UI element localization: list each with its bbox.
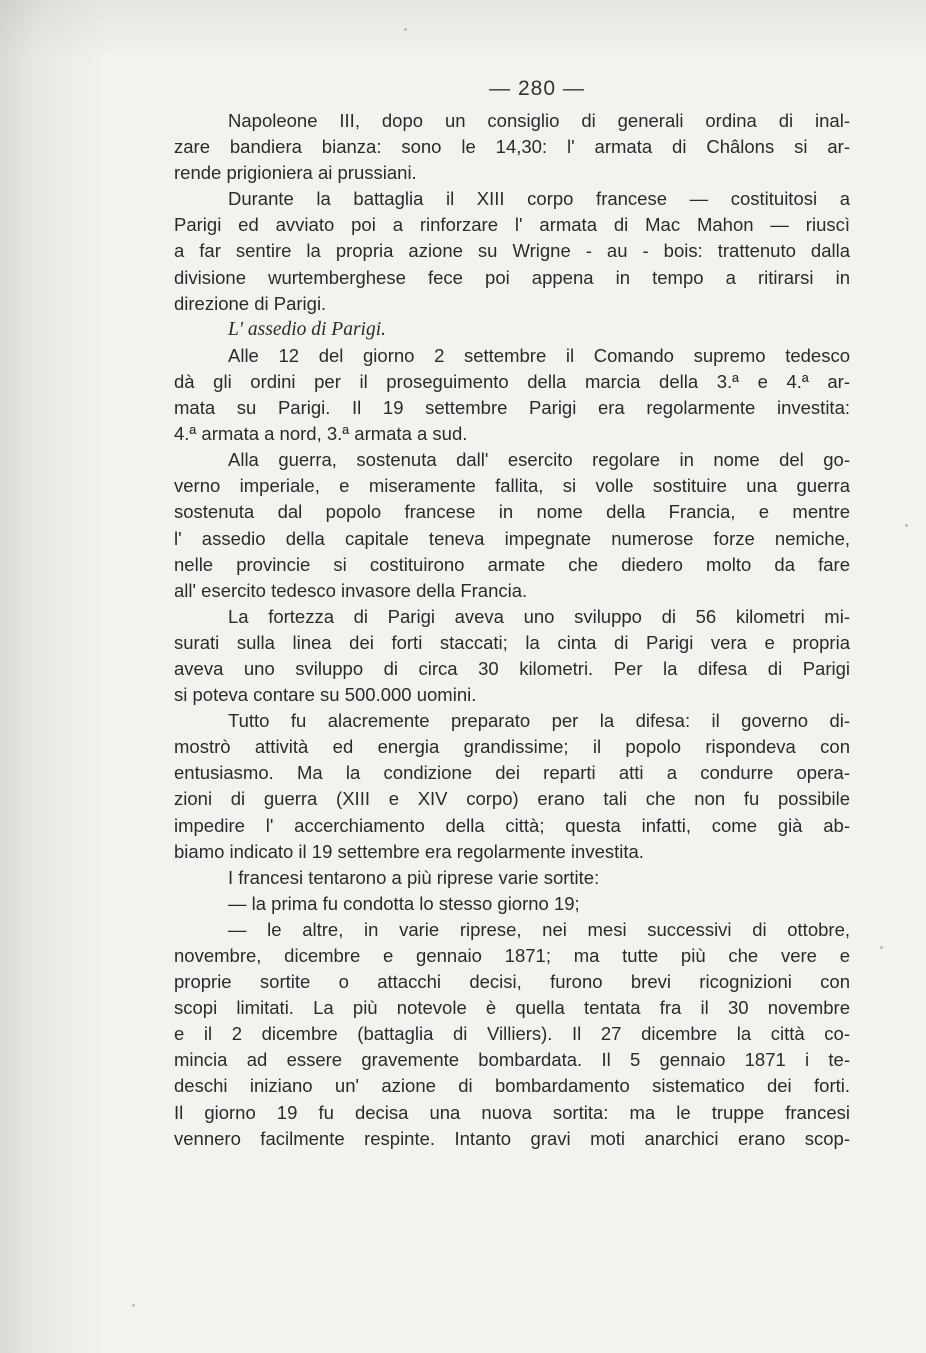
- text-line: e il 2 dicembre (battaglia di Villiers). Il 27 dicembre la città co-: [174, 1023, 850, 1045]
- text-line: verno imperiale, e miseramente fallita, si volle sostituire una guerra: [174, 475, 850, 497]
- text-line: surati sulla linea dei forti staccati; la cinta di Parigi vera e propria: [174, 631, 850, 653]
- text-line: deschi iniziano un' azione di bombardamento sistematico dei forti.: [174, 1075, 850, 1097]
- text-line: vennero facilmente respinte. Intanto gravi moti anarchici erano scop-: [174, 1127, 850, 1149]
- text-line: l' assedio della capitale teneva impegnate numerose forze nemiche,: [174, 527, 850, 549]
- text-line: Il giorno 19 fu decisa una nuova sortita: ma le truppe francesi: [174, 1101, 850, 1123]
- text-line: Alle 12 del giorno 2 settembre il Comando supremo tedesco: [228, 344, 850, 366]
- text-line: si poteva contare su 500.000 uomini.: [174, 684, 477, 706]
- text-line: Parigi ed avviato poi a rinforzare l' armata di Mac Mahon — riuscì: [174, 214, 850, 236]
- text-line: direzione di Parigi.: [174, 292, 327, 314]
- scan-speck: [905, 524, 908, 527]
- text-line: 4.ª armata a nord, 3.ª armata a sud.: [174, 423, 468, 445]
- scan-speck: [880, 946, 883, 949]
- text-line: La fortezza di Parigi aveva uno sviluppo di 56 kilometri mi-: [228, 605, 850, 627]
- text-line: Tutto fu alacremente preparato per la difesa: il governo di-: [228, 710, 850, 732]
- text-line: novembre, dicembre e gennaio 1871; ma tutte più che vere e: [174, 945, 850, 966]
- text-line: Alla guerra, sostenuta dall' esercito regolare in nome del go-: [228, 449, 850, 471]
- text-line: proprie sortite o attacchi decisi, furono brevi ricognizioni con: [174, 971, 850, 993]
- text-line: aveva uno sviluppo di circa 30 kilometri. Per la difesa di Parigi: [174, 657, 850, 679]
- text-line: Durante la battaglia il XIII corpo francese — costituitosi a: [228, 188, 850, 210]
- text-line: mincia ad essere gravemente bombardata. Il 5 gennaio 1871 i te-: [174, 1049, 850, 1071]
- list-item: — le altre, in varie riprese, nei mesi successivi di ottobre,: [228, 918, 850, 940]
- text-line: rende prigioniera ai prussiani.: [174, 162, 417, 184]
- text-line: a far sentire la propria azione su Wrigne - au - bois: trattenuto dalla: [174, 240, 850, 262]
- text-line: impedire l' accerchiamento della città; questa infatti, come già ab-: [174, 814, 850, 836]
- section-heading: L' assedio di Parigi.: [228, 318, 387, 340]
- page-text: [174, 74, 850, 1152]
- text-line: divisione wurtemberghese fece poi appena in tempo a ritirarsi in: [174, 266, 850, 288]
- text-line: dà gli ordini per il proseguimento della marcia della 3.ª e 4.ª ar-: [174, 370, 850, 392]
- text-line: all' esercito tedesco invasore della Francia.: [174, 579, 528, 601]
- page-number: — 280 —: [489, 77, 585, 100]
- text-line: sostenuta dal popolo francese in nome della Francia, e mentre: [174, 501, 850, 523]
- text-line: Napoleone III, dopo un consiglio di generali ordina di inal-: [228, 110, 850, 131]
- text-line: mata su Parigi. Il 19 settembre Parigi era regolarmente investita:: [174, 397, 850, 419]
- list-item: — la prima fu condotta lo stesso giorno 19;: [228, 892, 580, 914]
- text-line: zioni di guerra (XIII e XIV corpo) erano tali che non fu possibile: [174, 788, 850, 810]
- text-line: zare bandiera bianza: sono le 14,30: l' armata di Châlons si ar-: [174, 136, 850, 158]
- text-line: scopi limitati. La più notevole è quella tentata fra il 30 novembre: [174, 997, 850, 1019]
- scan-speck: [404, 28, 407, 31]
- scan-speck: [132, 1304, 135, 1307]
- text-line: I francesi tentarono a più riprese varie sortite:: [228, 866, 600, 888]
- text-line: biamo indicato il 19 settembre era regolarmente investita.: [174, 840, 644, 862]
- text-line: nelle provincie si costituirono armate che diedero molto da fare: [174, 553, 850, 575]
- text-line: mostrò attività ed energia grandissime; il popolo rispondeva con: [174, 736, 850, 758]
- text-line: entusiasmo. Ma la condizione dei reparti atti a condurre opera-: [174, 762, 850, 784]
